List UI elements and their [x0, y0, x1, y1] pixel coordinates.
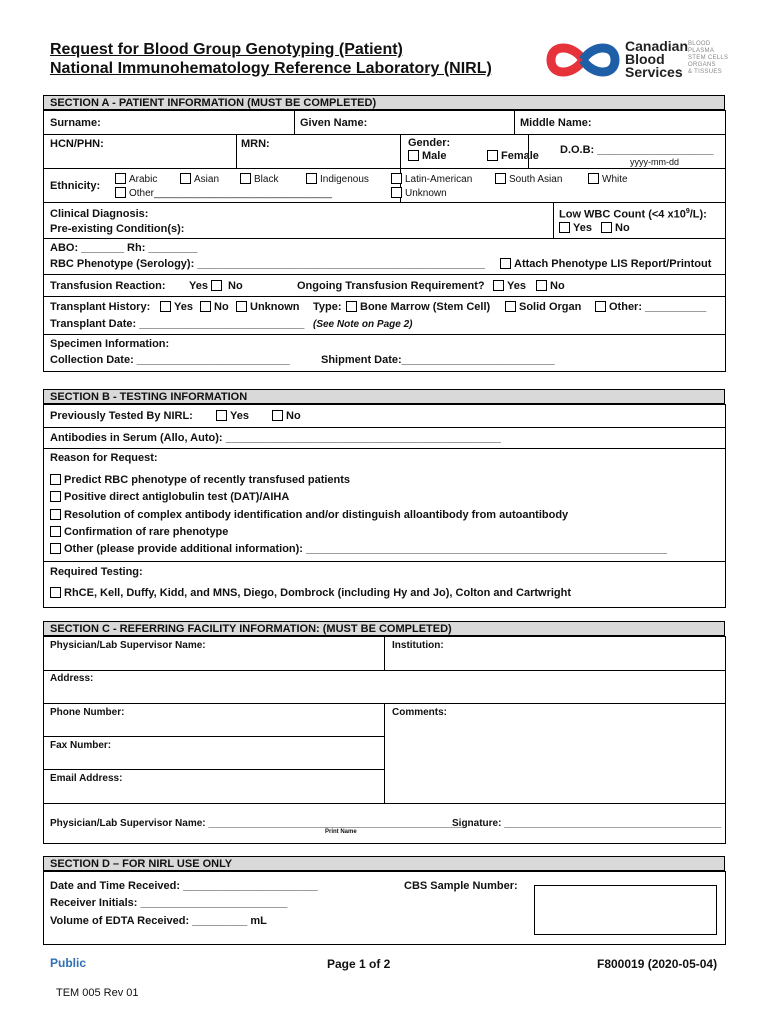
date-time-received-field[interactable]: Date and Time Received: ______________________: [50, 880, 318, 892]
transplant-unknown[interactable]: Unknown: [236, 301, 300, 313]
template-revision: TEM 005 Rev 01: [56, 987, 139, 999]
ethnicity-indigenous[interactable]: Indigenous: [306, 173, 369, 185]
reason-option[interactable]: Positive direct antiglobulin test (DAT)/AIHA: [50, 491, 289, 503]
email-address-label: Email Address:: [50, 773, 123, 784]
prev-tested-no[interactable]: No: [272, 410, 301, 422]
white-checkbox[interactable]: [588, 173, 599, 184]
surname-label: Surname:: [50, 117, 101, 129]
transplant-no-checkbox[interactable]: [200, 301, 211, 312]
middle-name-label: Middle Name:: [520, 117, 592, 129]
low-wbc-no[interactable]: No: [601, 222, 630, 234]
receiver-initials-field[interactable]: Receiver Initials: ________________________: [50, 897, 288, 909]
logo-word-canadian: Canadian: [625, 38, 689, 54]
ethnicity-label: Ethnicity:: [50, 180, 101, 192]
comments-label: Comments:: [392, 707, 448, 718]
transplant-yes[interactable]: Yes: [160, 301, 193, 313]
transfusion-reaction-no[interactable]: No: [228, 280, 243, 292]
reason-option[interactable]: Predict RBC phenotype of recently transfused patients: [50, 474, 350, 486]
dob-format-hint: yyyy-mm-dd: [630, 157, 679, 167]
logo-word-services: Services: [625, 64, 683, 80]
physician-name-label: Physician/Lab Supervisor Name:: [50, 640, 206, 651]
institution-label: Institution:: [392, 640, 444, 651]
abo-rh-field[interactable]: ABO: _______ Rh: ________: [50, 242, 198, 254]
dob-field[interactable]: D.O.B: ___________________: [560, 144, 714, 156]
ongoing-transfusion-yes[interactable]: Yes: [493, 280, 526, 292]
physician-print-name-field[interactable]: Physician/Lab Supervisor Name: ______________________________________________: [50, 818, 465, 829]
reason-checkbox[interactable]: [50, 509, 61, 520]
female-checkbox[interactable]: [487, 150, 498, 161]
other-transplant-checkbox[interactable]: [595, 301, 606, 312]
form-title-line1: Request for Blood Group Genotyping (Patient): [50, 41, 403, 58]
gender-female-option[interactable]: Female: [487, 150, 539, 162]
signature-field[interactable]: Signature: _______________________________________: [452, 818, 722, 829]
form-title-line2: National Immunohematology Reference Laboratory (NIRL): [50, 60, 492, 77]
specimen-info-label: Specimen Information:: [50, 338, 170, 350]
ongoing-transfusion-no[interactable]: No: [536, 280, 565, 292]
arabic-checkbox[interactable]: [115, 173, 126, 184]
transplant-unknown-checkbox[interactable]: [236, 301, 247, 312]
given-name-label: Given Name:: [300, 117, 368, 129]
transplant-other[interactable]: Other: __________: [595, 301, 706, 313]
logo-tag: ORGANS: [688, 62, 716, 68]
logo-tag: & TISSUES: [688, 69, 722, 75]
section-d-heading: SECTION D – FOR NIRL USE ONLY: [43, 856, 725, 871]
cbs-sample-number-label: CBS Sample Number:: [404, 880, 518, 892]
transplant-date-field[interactable]: Transplant Date: ___________________________: [50, 318, 305, 330]
canadian-blood-services-logo: [543, 38, 733, 82]
ethnicity-white[interactable]: White: [588, 173, 628, 185]
ethnicity-black[interactable]: Black: [240, 173, 278, 185]
gender-male-option[interactable]: Male: [408, 150, 446, 162]
low-wbc-no-checkbox[interactable]: [601, 222, 612, 233]
fax-number-label: Fax Number:: [50, 740, 112, 751]
infinity-logo-icon: [543, 38, 623, 82]
ethnicity-arabic[interactable]: Arabic: [115, 173, 157, 185]
edta-volume-field[interactable]: Volume of EDTA Received: _________ mL: [50, 915, 267, 927]
male-checkbox[interactable]: [408, 150, 419, 161]
transplant-history-label: Transplant History:: [50, 301, 151, 313]
reason-option[interactable]: Confirmation of rare phenotype: [50, 526, 228, 538]
required-testing-label: Required Testing:: [50, 566, 143, 578]
low-wbc-label: Low WBC Count (<4 $x10^9/L$):: [559, 208, 707, 221]
reason-label: Reason for Request:: [50, 452, 158, 464]
logo-tag: STEM CELLS: [688, 55, 729, 61]
ongoing-transfusion-label: Ongoing Transfusion Requirement?: [297, 280, 485, 292]
mrn-label: MRN:: [241, 138, 270, 150]
reason-option-other[interactable]: Other (please provide additional information): ___________________________________________________________: [50, 543, 667, 555]
transfusion-reaction-yes-checkbox[interactable]: [211, 280, 222, 291]
address-label: Address:: [50, 673, 94, 684]
ethnicity-latin-american[interactable]: Latin-American: [391, 173, 472, 185]
transfusion-reaction-label: Transfusion Reaction:: [50, 280, 166, 292]
section-b-heading: SECTION B - TESTING INFORMATION: [43, 389, 725, 404]
reason-checkbox[interactable]: [50, 474, 61, 485]
print-name-caption: Print Name: [325, 829, 357, 835]
ongoing-no-checkbox[interactable]: [536, 280, 547, 291]
reason-checkbox[interactable]: [50, 526, 61, 537]
transplant-yes-checkbox[interactable]: [160, 301, 171, 312]
form-number: F800019 (2020-05-04): [597, 957, 718, 971]
ethnicity-south-asian[interactable]: South Asian: [495, 173, 562, 185]
bone-marrow-checkbox[interactable]: [346, 301, 357, 312]
phone-number-label: Phone Number:: [50, 707, 125, 718]
transplant-no[interactable]: No: [200, 301, 229, 313]
low-wbc-yes[interactable]: Yes: [559, 222, 592, 234]
transplant-bone-marrow[interactable]: Bone Marrow (Stem Cell): [346, 301, 490, 313]
south-asian-checkbox[interactable]: [495, 173, 506, 184]
reason-checkbox[interactable]: [50, 491, 61, 502]
indigenous-checkbox[interactable]: [306, 173, 317, 184]
hcn-phn-label: HCN/PHN:: [50, 138, 104, 150]
logo-tag: PLASMA: [688, 48, 715, 54]
ethnicity-asian[interactable]: Asian: [180, 173, 219, 185]
low-wbc-yes-checkbox[interactable]: [559, 222, 570, 233]
other-ethnicity-checkbox[interactable]: [115, 187, 126, 198]
prev-tested-no-checkbox[interactable]: [272, 410, 283, 421]
latin-american-checkbox[interactable]: [391, 173, 402, 184]
ethnicity-other[interactable]: Other________________________________: [115, 187, 332, 199]
gender-label: Gender:: [408, 137, 451, 149]
prev-tested-yes[interactable]: Yes: [216, 410, 249, 422]
ethnicity-unknown[interactable]: Unknown: [391, 187, 447, 199]
reason-checkbox[interactable]: [50, 543, 61, 554]
section-a-heading: SECTION A - PATIENT INFORMATION (MUST BE COMPLETED): [43, 95, 725, 110]
ongoing-yes-checkbox[interactable]: [493, 280, 504, 291]
required-testing-option[interactable]: RhCE, Kell, Duffy, Kidd, and MNS, Diego, Dombrock (including Hy and Jo), Colton and Cartwright: [50, 587, 571, 599]
asian-checkbox[interactable]: [180, 173, 191, 184]
transfusion-reaction-yes[interactable]: Yes: [189, 280, 225, 292]
reason-option[interactable]: Resolution of complex antibody identification and/or distinguish alloantibody from autoantibody: [50, 509, 568, 521]
cbs-sample-number-box[interactable]: [534, 885, 717, 935]
page-number: Page 1 of 2: [327, 957, 391, 971]
section-c-heading: SECTION C - REFERRING FACILITY INFORMATION: (MUST BE COMPLETED): [43, 621, 725, 636]
attach-report-checkbox[interactable]: [500, 258, 511, 269]
logo-tag: BLOOD: [688, 41, 711, 47]
logo-word-blood: Blood: [625, 51, 665, 67]
previously-tested-label: Previously Tested By NIRL:: [50, 410, 193, 422]
shipment-date-field[interactable]: Shipment Date:_________________________: [321, 354, 555, 366]
solid-organ-checkbox[interactable]: [505, 301, 516, 312]
transplant-type-label: Type:: [313, 301, 342, 313]
antibodies-field[interactable]: Antibodies in Serum (Allo, Auto): _____________________________________________: [50, 432, 501, 444]
transplant-solid-organ[interactable]: Solid Organ: [505, 301, 581, 313]
collection-date-field[interactable]: Collection Date: _________________________: [50, 354, 290, 366]
required-testing-checkbox[interactable]: [50, 587, 61, 598]
clinical-diagnosis-label: Clinical Diagnosis:: [50, 208, 149, 220]
rbc-phenotype-field[interactable]: RBC Phenotype (Serology): _______________________________________________: [50, 258, 485, 270]
attach-lis-report[interactable]: Attach Phenotype LIS Report/Printout: [500, 258, 711, 270]
unknown-ethnicity-checkbox[interactable]: [391, 187, 402, 198]
classification-public: Public: [50, 956, 87, 970]
see-note-page2: (See Note on Page 2): [313, 319, 413, 330]
preexisting-conditions-label: Pre-existing Condition(s):: [50, 223, 185, 235]
prev-tested-yes-checkbox[interactable]: [216, 410, 227, 421]
black-checkbox[interactable]: [240, 173, 251, 184]
